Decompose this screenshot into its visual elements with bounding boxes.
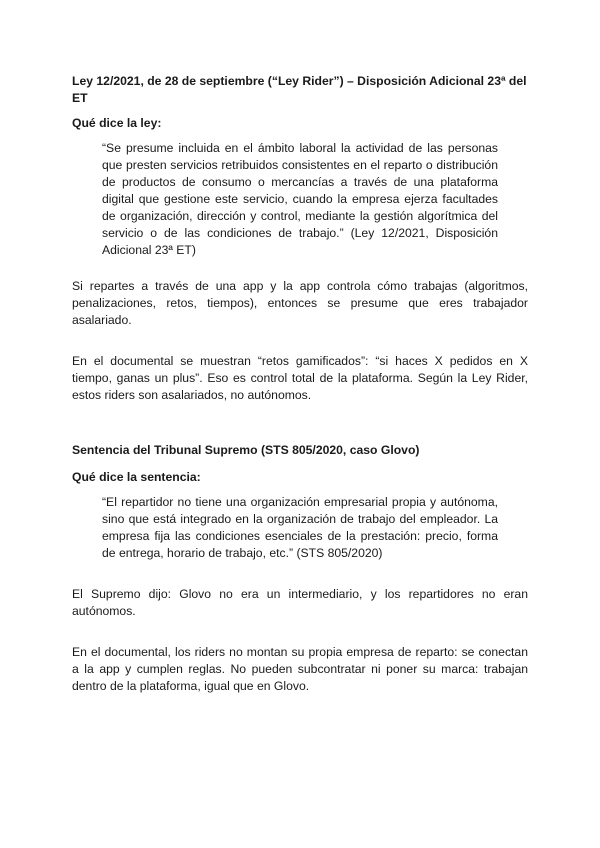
- ruling-quote: [102, 494, 498, 562]
- paragraph-documental-retos: En el documental se muestran “retos gamificados”: “si haces X pedidos en X tiempo, ganas un plus”. Eso es control total de la plataforma. Según la Ley Rider, estos riders son asalariados, no autónomos.: [72, 354, 528, 402]
- section-subheading-que-dice-la-ley: Qué dice la ley:: [72, 116, 162, 130]
- law-quote-text: “Se presume incluida en el ámbito laboral la actividad de las personas que presten servicios retribuidos consistentes en el reparto o distribución de productos de consumo o mercancías a través de una plataforma digital que gestione este servicio, cuando la empresa ejerza facultades de organización, dirección y control, mediante la gestión algorítmica del servicio o de las condiciones de trabajo.” (Ley 12/2021, Disposición Adicional 23ª ET): [102, 141, 498, 257]
- paragraph-supremo: El Supremo dijo: Glovo no era un intermediario, y los repartidores no eran autónomos.: [72, 587, 528, 618]
- section-heading-sentencia: Sentencia del Tribunal Supremo (STS 805/2020, caso Glovo): [72, 443, 420, 457]
- paragraph-documental-riders: En el documental, los riders no montan su propia empresa de reparto: se conectan a la app y cumplen reglas. No pueden subcontratar ni poner su marca: trabajan dentro de la plataforma, igual que en Glovo.: [72, 645, 528, 693]
- paragraph-presumption: Si repartes a través de una app y la app controla cómo trabajas (algoritmos, penalizaciones, retos, tiempos), entonces se presume que eres trabajador asalariado.: [72, 279, 528, 327]
- ruling-quote-text: “El repartidor no tiene una organización empresarial propia y autónoma, sino que está integrado en la organización de trabajo del empleador. La empresa fija las condiciones esenciales de la prestación: precio, forma de entrega, horario de trabajo, etc.” (STS 805/2020): [102, 495, 498, 560]
- law-quote: [102, 140, 498, 259]
- section-heading-ley-rider: Ley 12/2021, de 28 de septiembre (“Ley Rider”) – Disposición Adicional 23ª del ET: [72, 74, 527, 105]
- section-subheading-que-dice-la-sentencia: Qué dice la sentencia:: [72, 470, 201, 484]
